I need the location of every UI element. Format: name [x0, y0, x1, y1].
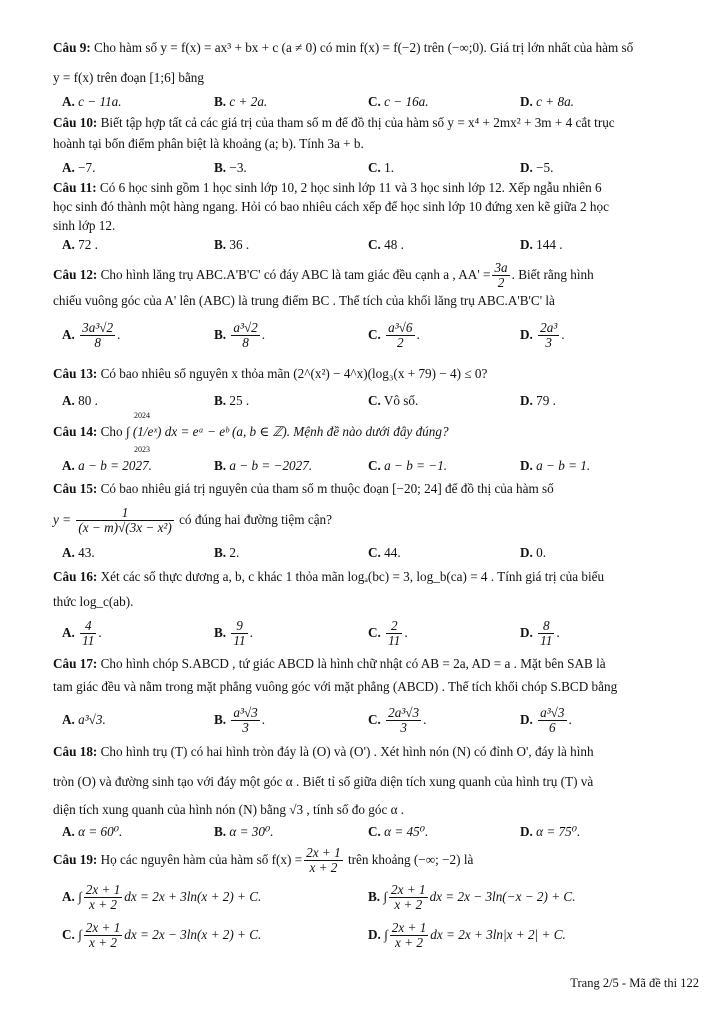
q15-choice-d[interactable]: D. 0. [520, 545, 547, 560]
q9-choice-c[interactable]: C. c − 16a. [368, 94, 429, 109]
q13-choice-d[interactable]: D. 79 . [520, 393, 556, 408]
q10-choice-b[interactable]: B. −3. [214, 160, 247, 175]
q11-line3: sinh lớp 12. [53, 218, 116, 233]
q18-line1: Câu 18: Cho hình trụ (T) có hai hình tròn đáy là (O) và (O') . Xét hình nón (N) có đỉnh O', đáy là hình [53, 744, 594, 759]
q14-choice-b[interactable]: B. a − b = −2027. [214, 458, 313, 473]
q18-choice-d[interactable]: D. α = 75⁰. [520, 824, 581, 839]
q19-choice-c[interactable]: C. ∫ $\frac{2x + 1}{x + 2}$ dx = 2x − 3ln(x + 2) + C. [62, 920, 262, 951]
q12-line1: Câu 12: Cho hình lăng trụ ABC.A'B'C' có đáy ABC là tam giác đều cạnh a , AA' = $\frac{3a}{2}$ . Biết rằng hình [53, 260, 594, 291]
q18-choice-b[interactable]: B. α = 30⁰. [214, 824, 274, 839]
q14-choice-a[interactable]: A. a − b = 2027. [62, 458, 152, 473]
q13-choice-c[interactable]: C. Vô số. [368, 393, 419, 408]
q16-line1: Câu 16: Xét các số thực dương a, b, c khác 1 thỏa mãn logₐ(bc) = 3, log_b(ca) = 4 . Tính giá trị của biểu [53, 569, 605, 584]
q14-choice-c[interactable]: C. a − b = −1. [368, 458, 448, 473]
q16-choice-b[interactable]: B. $\frac{9}{11}$ . [214, 618, 253, 649]
q17-choice-b[interactable]: B. $\frac{\text{a³√3}}{3}$ . [214, 705, 266, 736]
q14-line1: Câu 14: Cho ∫ (1/eˣ) dx = eᵃ − eᵇ (a, b ∈ ℤ). Mệnh đề nào dưới đây đúng? [53, 424, 449, 439]
q11-choice-b[interactable]: B. 36 . [214, 237, 250, 252]
q10-line2: hoành tại bốn điểm phân biệt là khoảng (a; b). Tính 3a + b. [53, 136, 364, 151]
q15-fraction: $\frac{1}{\text{(x − m)√(3x − x²)}}$ [78, 505, 172, 536]
q17-choice-c[interactable]: C. $\frac{\text{2a³√3}}{3}$ . [368, 705, 427, 736]
q11-choice-a[interactable]: A. 72 . [62, 237, 98, 252]
q12-choice-c[interactable]: C. $\frac{\text{a³√6}}{2}$ . [368, 320, 420, 351]
q14-lower-limit: 2023 [134, 445, 150, 454]
q18-choice-c[interactable]: C. α = 45⁰. [368, 824, 429, 839]
q12-choice-a[interactable]: A. $\frac{\text{3a³√2}}{8}$ . [62, 320, 121, 351]
q9-label: Câu 9: [53, 40, 91, 55]
q11-choice-c[interactable]: C. 48 . [368, 237, 404, 252]
q17-line1: Câu 17: Cho hình chóp S.ABCD , tứ giác ABCD là hình chữ nhật có AB = 2a, AD = a . Mặt bên SAB là [53, 656, 606, 671]
q9-choice-a[interactable]: A. c − 11a. [62, 94, 122, 109]
q11-choice-d[interactable]: D. 144 . [520, 237, 563, 252]
q16-choice-d[interactable]: D. $\frac{8}{11}$ . [520, 618, 560, 649]
q15-choice-b[interactable]: B. 2. [214, 545, 240, 560]
q19-fraction: $\frac{2x + 1}{x + 2}$ [306, 845, 341, 876]
q15-choice-a[interactable]: A. 43. [62, 545, 95, 560]
q18-choice-a[interactable]: A. α = 60⁰. [62, 824, 123, 839]
q12-fraction: $\frac{3a}{2}$ [494, 260, 508, 291]
q17-line2: tam giác đều và nằm trong mặt phẳng vuông góc với mặt phẳng (ABCD) . Thể tích khối chóp S.BCD bằng [53, 679, 618, 694]
q16-choice-a[interactable]: A. $\frac{4}{11}$ . [62, 618, 102, 649]
q9-choice-d[interactable]: D. c + 8a. [520, 94, 574, 109]
page-footer: Trang 2/5 - Mã đề thi 122 [570, 976, 699, 990]
q16-line2: thức log_c(ab). [53, 594, 134, 609]
q13-choice-a[interactable]: A. 80 . [62, 393, 98, 408]
q19-line1: Câu 19: Họ các nguyên hàm của hàm số f(x) = $\frac{2x + 1}{x + 2}$ trên khoảng (−∞; −2) là [53, 845, 474, 876]
q18-line3: diện tích xung quanh của hình nón (N) bằng √3 , tính số đo góc α . [53, 802, 405, 817]
q14-upper-limit: 2024 [134, 411, 150, 420]
q9-line1 [53, 40, 633, 56]
q19-choice-a[interactable]: A. ∫ $\frac{2x + 1}{x + 2}$ dx = 2x + 3ln(x + 2) + C. [62, 882, 262, 913]
q13-line1: Câu 13: Có bao nhiêu số nguyên x thỏa mãn (2^(x²) − 4^x)(log₃(x + 79) − 4) ≤ 0? [53, 366, 488, 381]
q15-line2: y = $\frac{1}{\text{(x − m)√(3x − x²)}}$ có đúng hai đường tiệm cận? [53, 505, 332, 536]
q10-choice-d[interactable]: D. −5. [520, 160, 554, 175]
q13-choice-b[interactable]: B. 25 . [214, 393, 250, 408]
q17-choice-a[interactable]: A. a³√3. [62, 712, 106, 727]
q18-line2: tròn (O) và đường sinh tạo với đáy một góc α . Biết tỉ số giữa diện tích xung quanh của hình trụ (T) và [53, 774, 594, 789]
q17-choice-d[interactable]: D. $\frac{\text{a³√3}}{6}$ . [520, 705, 572, 736]
q15-line1: Câu 15: Có bao nhiêu giá trị nguyên của tham số m thuộc đoạn [−20; 24] để đồ thị của hàm số [53, 481, 554, 496]
q12-choice-d[interactable]: D. $\frac{\text{2a³}}{3}$ . [520, 320, 565, 351]
q19-choice-d[interactable]: D. ∫ $\frac{2x + 1}{x + 2}$ dx = 2x + 3ln|x + 2| + C. [368, 920, 566, 951]
q15-choice-c[interactable]: C. 44. [368, 545, 401, 560]
q9-line2: y = f(x) trên đoạn [1;6] bằng [53, 70, 204, 85]
q9-choice-b[interactable]: B. c + 2a. [214, 94, 268, 109]
q9-text: Cho hàm số y = f(x) = ax³ + bx + c (a ≠ 0) có min f(x) = f(−2) trên (−∞;0). Giá trị lớn nhất của hàm số [94, 40, 634, 55]
q16-choice-c[interactable]: C. $\frac{2}{11}$ . [368, 618, 408, 649]
q11-line1: Câu 11: Có 6 học sinh gồm 1 học sinh lớp 10, 2 học sinh lớp 11 và 3 học sinh lớp 12. Xếp ngẫu nhiên 6 [53, 180, 602, 195]
q14-choice-d[interactable]: D. a − b = 1. [520, 458, 591, 473]
q10-choice-a[interactable]: A. −7. [62, 160, 96, 175]
q10-choice-c[interactable]: C. 1. [368, 160, 395, 175]
q12-line2: chiếu vuông góc của A' lên (ABC) là trung điểm BC . Thể tích của khối lăng trụ ABC.A'B'C' là [53, 293, 555, 308]
q11-line2: học sinh đó thành một hàng ngang. Hỏi có bao nhiêu cách xếp để học sinh lớp 10 đứng xen kẽ giữa 2 học [53, 199, 609, 214]
q10-line1: Câu 10: Biết tập hợp tất cả các giá trị của tham số m để đồ thị của hàm số y = x⁴ + 2mx² + 3m + 4 cắt trục [53, 115, 615, 130]
q19-choice-b[interactable]: B. ∫ $\frac{2x + 1}{x + 2}$ dx = 2x − 3ln(−x − 2) + C. [368, 882, 576, 913]
q12-choice-b[interactable]: B. $\frac{\text{a³√2}}{8}$ . [214, 320, 266, 351]
